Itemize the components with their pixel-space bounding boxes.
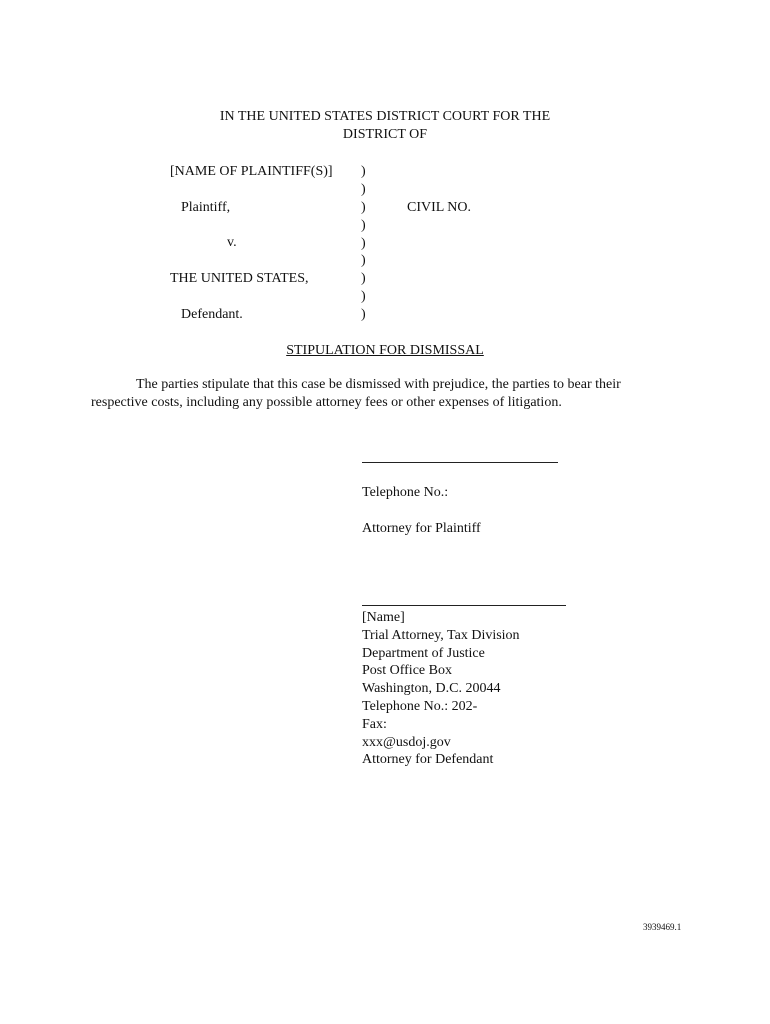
defendant-signature-line — [362, 605, 566, 606]
paren: ) — [361, 253, 366, 269]
defendant-email: xxx@usdoj.gov — [362, 734, 451, 750]
paren: ) — [361, 271, 366, 287]
defendant-role: Defendant. — [181, 307, 243, 322]
defendant-department: Department of Justice — [362, 645, 485, 661]
defendant-name: THE UNITED STATES, — [170, 271, 309, 286]
paren: ) — [361, 307, 366, 323]
stipulation-text: The parties stipulate that this case be dismissed with prejudice, the parties to bear their respective costs, including any possible attorney fees or other expenses of litigation. — [91, 377, 621, 410]
civil-number-label: CIVIL NO. — [407, 200, 472, 215]
caption-parentheses — [361, 163, 366, 324]
court-heading-line2: DISTRICT OF — [342, 127, 428, 142]
defendant-attorney-role: Attorney for Defendant — [362, 752, 494, 768]
paren: ) — [361, 217, 366, 233]
defendant-telephone: Telephone No.: 202- — [362, 698, 478, 714]
versus-label: v. — [227, 235, 237, 250]
document-number: 3939469.1 — [643, 922, 682, 932]
plaintiff-attorney-role: Attorney for Plaintiff — [362, 521, 481, 536]
defendant-signature-block — [362, 609, 520, 769]
defendant-po-box: Post Office Box — [362, 663, 452, 679]
plaintiff-telephone: Telephone No.: — [362, 485, 449, 500]
defendant-city: Washington, D.C. 20044 — [362, 681, 501, 697]
plaintiff-name: [NAME OF PLAINTIFF(S)] — [170, 164, 333, 179]
plaintiff-signature-line — [362, 462, 558, 463]
document-title: STIPULATION FOR DISMISSAL — [286, 343, 484, 358]
defendant-fax: Fax: — [362, 716, 387, 732]
paren: ) — [361, 289, 366, 305]
court-heading-line1: IN THE UNITED STATES DISTRICT COURT FOR THE — [219, 109, 551, 124]
paren: ) — [361, 181, 366, 197]
defendant-title: Trial Attorney, Tax Division — [362, 627, 520, 643]
plaintiff-role: Plaintiff, — [181, 200, 231, 215]
stipulation-body — [91, 376, 671, 412]
paren: ) — [361, 164, 366, 179]
defendant-name-placeholder: [Name] — [362, 610, 405, 625]
paren: ) — [361, 199, 366, 215]
paren: ) — [361, 235, 366, 251]
